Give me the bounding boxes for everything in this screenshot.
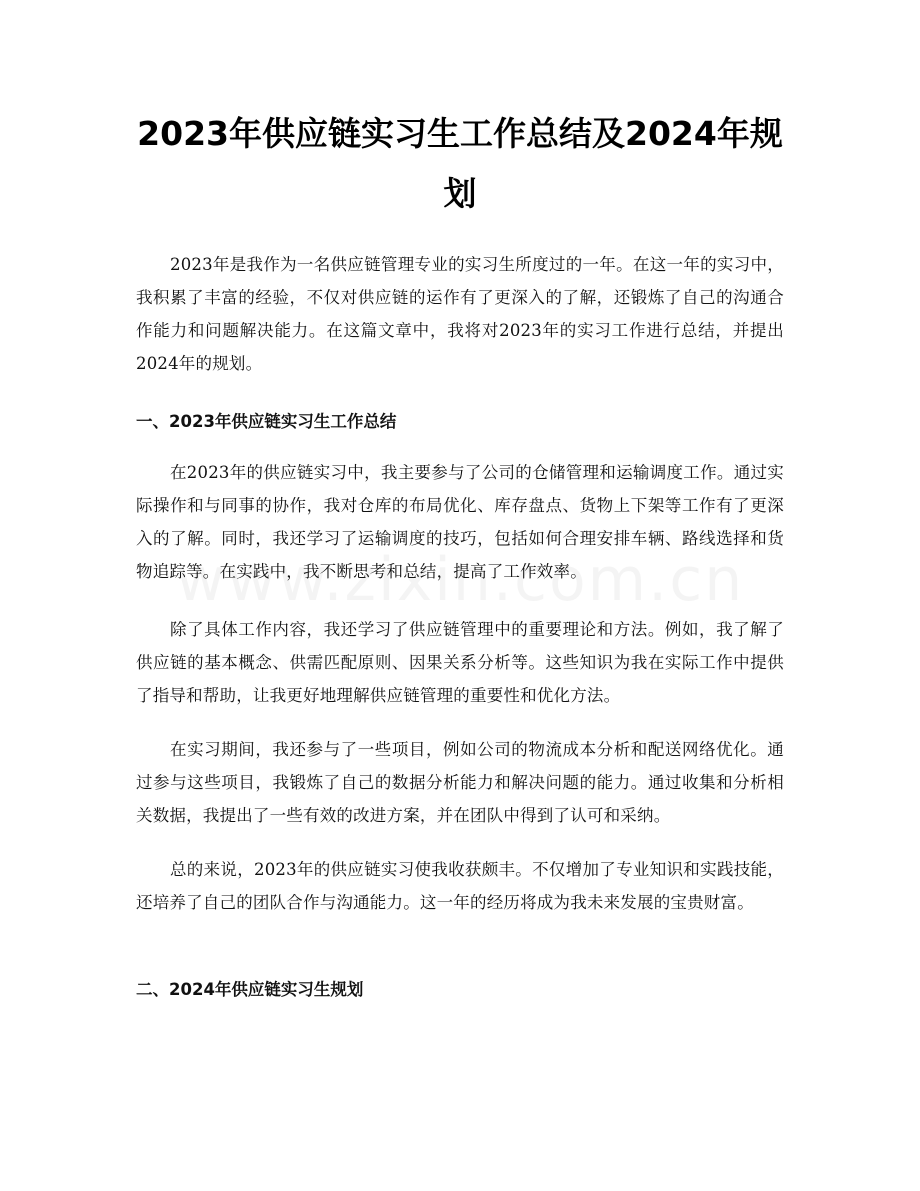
intro-paragraph: 2023年是我作为一名供应链管理专业的实习生所度过的一年。在这一年的实习中，我积累了丰富的经验，不仅对供应链的运作有了更深入的了解，还锻炼了自己的沟通合作能力和问题解决能力。在这篇文章中，我将对2023年的实习工作进行总结，并提出2024年的规划。: [136, 255, 784, 373]
section-1-heading: 一、2023年供应链实习生工作总结: [136, 412, 397, 431]
section-2-heading: 二、2024年供应链实习生规划: [136, 980, 364, 999]
section-1-paragraph-1: 在2023年的供应链实习中，我主要参与了公司的仓储管理和运输调度工作。通过实际操作和与同事的协作，我对仓库的布局优化、库存盘点、货物上下架等工作有了更深入的了解。同时，我还学习了运输调度的技巧，包括如何合理安排车辆、路线选择和货物追踪等。在实践中，我不断思考和总结，提高了工作效率。: [136, 463, 784, 581]
section-1-paragraph-2: 除了具体工作内容，我还学习了供应链管理中的重要理论和方法。例如，我了解了供应链的基本概念、供需匹配原则、因果关系分析等。这些知识为我在实际工作中提供了指导和帮助，让我更好地理解供应链管理的重要性和优化方法。: [136, 620, 784, 705]
section-1-paragraph-3: 在实习期间，我还参与了一些项目，例如公司的物流成本分析和配送网络优化。通过参与这些项目，我锻炼了自己的数据分析能力和解决问题的能力。通过收集和分析相关数据，我提出了一些有效的改进方案，并在团队中得到了认可和采纳。: [136, 740, 784, 825]
page-title: 2023年供应链实习生工作总结及2024年规划: [137, 114, 783, 213]
section-1-paragraph-4: 总的来说，2023年的供应链实习使我收获颇丰。不仅增加了专业知识和实践技能，还培养了自己的团队合作与沟通能力。这一年的经历将成为我未来发展的宝贵财富。: [136, 860, 784, 912]
